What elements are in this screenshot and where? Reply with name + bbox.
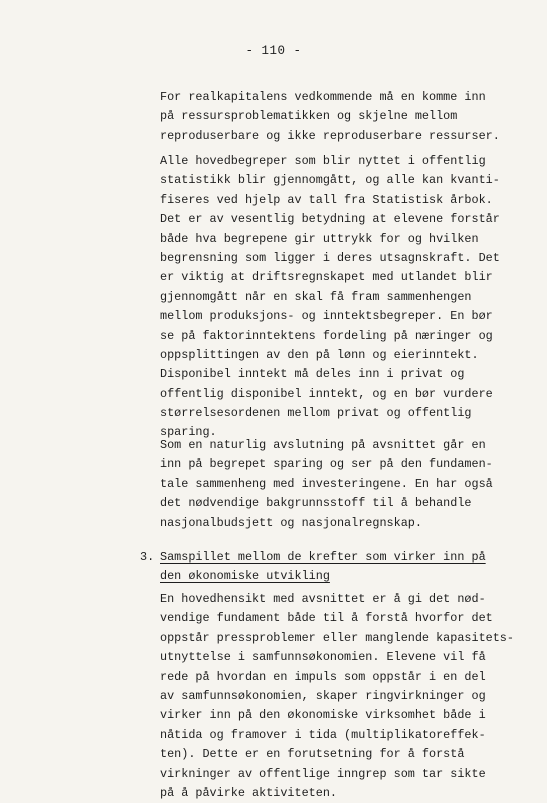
text-line: utnyttelse i samfunnsøkonomien. Elevene vil få [160,650,486,665]
text-line: mellom produksjons- og inntektsbegreper. En bør [160,309,493,324]
text-line: av samfunnsøkonomien, skaper ringvirkninger og [160,688,486,703]
text-line: både hva begrepene gir uttrykk for og hvilken [160,231,479,246]
text-line: vendige fundament både til å forstå hvorfor det [160,611,493,626]
heading-line: Samspillet mellom de krefter som virker inn på [160,550,486,564]
text-line: det nødvendige bakgrunnsstoff til å behandle [160,496,472,511]
text-line: på å påvirke aktiviteten. [160,785,337,800]
text-line: virkninger av offentlige inngrep som tar sikte [160,766,486,781]
text-line: størrelsesordenen mellom privat og offentlig [160,406,472,421]
text-line: virker inn på den økonomiske virksomhet både i [160,708,486,723]
text-line: fiseres ved hjelp av tall fra Statistisk årbok. [160,192,493,207]
text-line: inn på begrepet sparing og ser på den fundamen- [160,457,493,472]
text-line: begrensning som ligger i deres utsagnskraft. Det [160,250,500,265]
text-line: tale sammenheng med investeringene. En har også [160,476,493,491]
text-line: oppsplittingen av den på lønn og eierinntekt. [160,347,479,362]
text-line: nasjonalbudsjett og nasjonalregnskap. [160,515,422,530]
paragraph-realkapital [160,88,525,146]
text-line: offentlig disponibel inntekt, og en bør vurdere [160,386,493,401]
text-line: Disponibel inntekt må deles inn i privat og [160,367,465,382]
paragraph-hovedbegreper [160,152,525,443]
text-line: sparing. [160,425,217,440]
text-line: reproduserbare og ikke reproduserbare ressurser. [160,128,500,143]
text-line: Alle hovedbegreper som blir nyttet i offentlig [160,154,486,168]
text-line: nåtida og framover i tida (multiplikatoreffek- [160,727,486,742]
section-number: 3. [140,550,155,564]
paragraph-hovedhensikt [160,590,525,803]
text-line: gjennomgått når en skal få fram sammenhengen [160,289,472,304]
paragraph-sparing [160,436,525,533]
page-number: - 110 - [245,44,302,58]
text-line: En hovedhensikt med avsnittet er å gi det nød- [160,592,486,606]
text-line: ten). Dette er en forutsetning for å forstå [160,747,465,762]
text-line: se på faktorinntektens fordeling på næringer og [160,328,493,343]
text-line: statistikk blir gjennomgått, og alle kan kvanti- [160,173,500,188]
section-heading [160,548,525,587]
text-line: på ressursproblematikken og skjelne mellom [160,109,458,124]
text-line: For realkapitalens vedkommende må en komme inn [160,90,486,104]
text-line: Det er av vesentlig betydning at elevene forstår [160,212,500,227]
text-line: oppstår pressproblemer eller manglende kapasitets- [160,630,514,645]
text-line: er viktig at driftsregnskapet med utlandet blir [160,270,493,285]
text-line: rede på hvordan en impuls som oppstår i en del [160,669,486,684]
text-line: Som en naturlig avslutning på avsnittet går en [160,438,486,452]
heading-line: den økonomiske utvikling [160,569,330,584]
